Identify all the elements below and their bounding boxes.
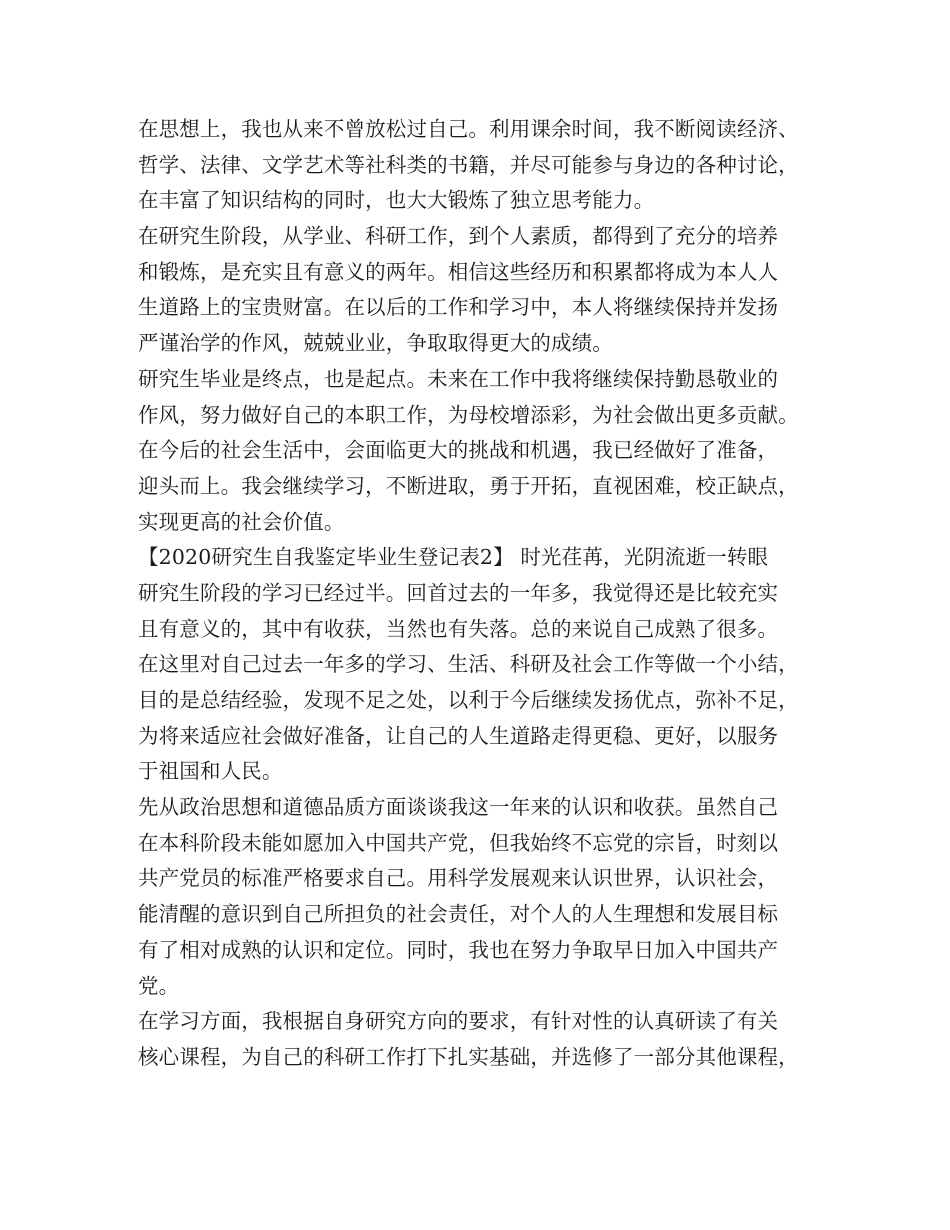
text-line: 作风，努力做好自己的本职工作，为母校增添彩，为社会做出更多贡献。 xyxy=(138,402,799,427)
text-line: 和锻炼，是充实且有意义的两年。相信这些经历和积累都将成为本人人 xyxy=(138,259,779,284)
text-line: 严谨治学的作风，兢兢业业，争取取得更大的成绩。 xyxy=(138,331,613,356)
section-heading-line: 【2020研究生自我鉴定毕业生登记表2】 时光荏苒，光阴流逝一转眼 xyxy=(138,545,769,570)
text-line: 哲学、法律、文学艺术等社科类的书籍，并尽可能参与身边的各种讨论， xyxy=(138,152,799,177)
text-line: 核心课程，为自己的科研工作打下扎实基础，并选修了一部分其他课程， xyxy=(138,1044,799,1069)
text-line: 在丰富了知识结构的同时，也大大锻炼了独立思考能力。 xyxy=(138,188,655,213)
text-line: 研究生毕业是终点，也是起点。未来在工作中我将继续保持勤恳敬业的 xyxy=(138,366,779,391)
text-line: 在今后的社会生活中，会面临更大的挑战和机遇，我已经做好了准备， xyxy=(138,438,779,463)
text-line: 在这里对自己过去一年多的学习、生活、科研及社会工作等做一个小结， xyxy=(138,652,799,677)
text-line: 在本科阶段未能如愿加入中国共产党，但我始终不忘党的宗旨，时刻以 xyxy=(138,830,779,855)
text-line: 共产党员的标准严格要求自己。用科学发展观来认识世界，认识社会， xyxy=(138,866,779,891)
document-body xyxy=(138,112,838,1076)
text-line: 目的是总结经验，发现不足之处，以利于今后继续发扬优点，弥补不足， xyxy=(138,688,799,712)
text-line: 在思想上，我也从来不曾放松过自己。利用课余时间，我不断阅读经济、 xyxy=(138,117,799,141)
text-line: 有了相对成熟的认识和定位。同时，我也在努力争取早日加入中国共产 xyxy=(138,937,779,962)
text-line: 先从政治思想和道德品质方面谈谈我这一年来的认识和收获。虽然自己 xyxy=(138,795,779,820)
text-line: 在研究生阶段，从学业、科研工作，到个人素质，都得到了充分的培养 xyxy=(138,224,779,249)
text-line: 且有意义的，其中有收获，当然也有失落。总的来说自己成熟了很多。 xyxy=(138,616,779,641)
text-line: 党。 xyxy=(138,973,180,998)
text-line: 能清醒的意识到自己所担负的社会责任，对个人的人生理想和发展目标 xyxy=(138,902,779,927)
text-line: 迎头而上。我会继续学习，不断进取，勇于开拓，直视困难，校正缺点， xyxy=(138,473,799,498)
text-line: 生道路上的宝贵财富。在以后的工作和学习中，本人将继续保持并发扬 xyxy=(138,295,779,320)
text-line: 研究生阶段的学习已经过半。回首过去的一年多，我觉得还是比较充实 xyxy=(138,580,779,605)
text-line: 在学习方面，我根据自身研究方向的要求，有针对性的认真研读了有关 xyxy=(138,1009,779,1034)
text-line: 于祖国和人民。 xyxy=(138,759,283,784)
text-line: 为将来适应社会做好准备，让自己的人生道路走得更稳、更好，以服务 xyxy=(138,723,779,748)
text-line: 实现更高的社会价值。 xyxy=(138,509,345,534)
